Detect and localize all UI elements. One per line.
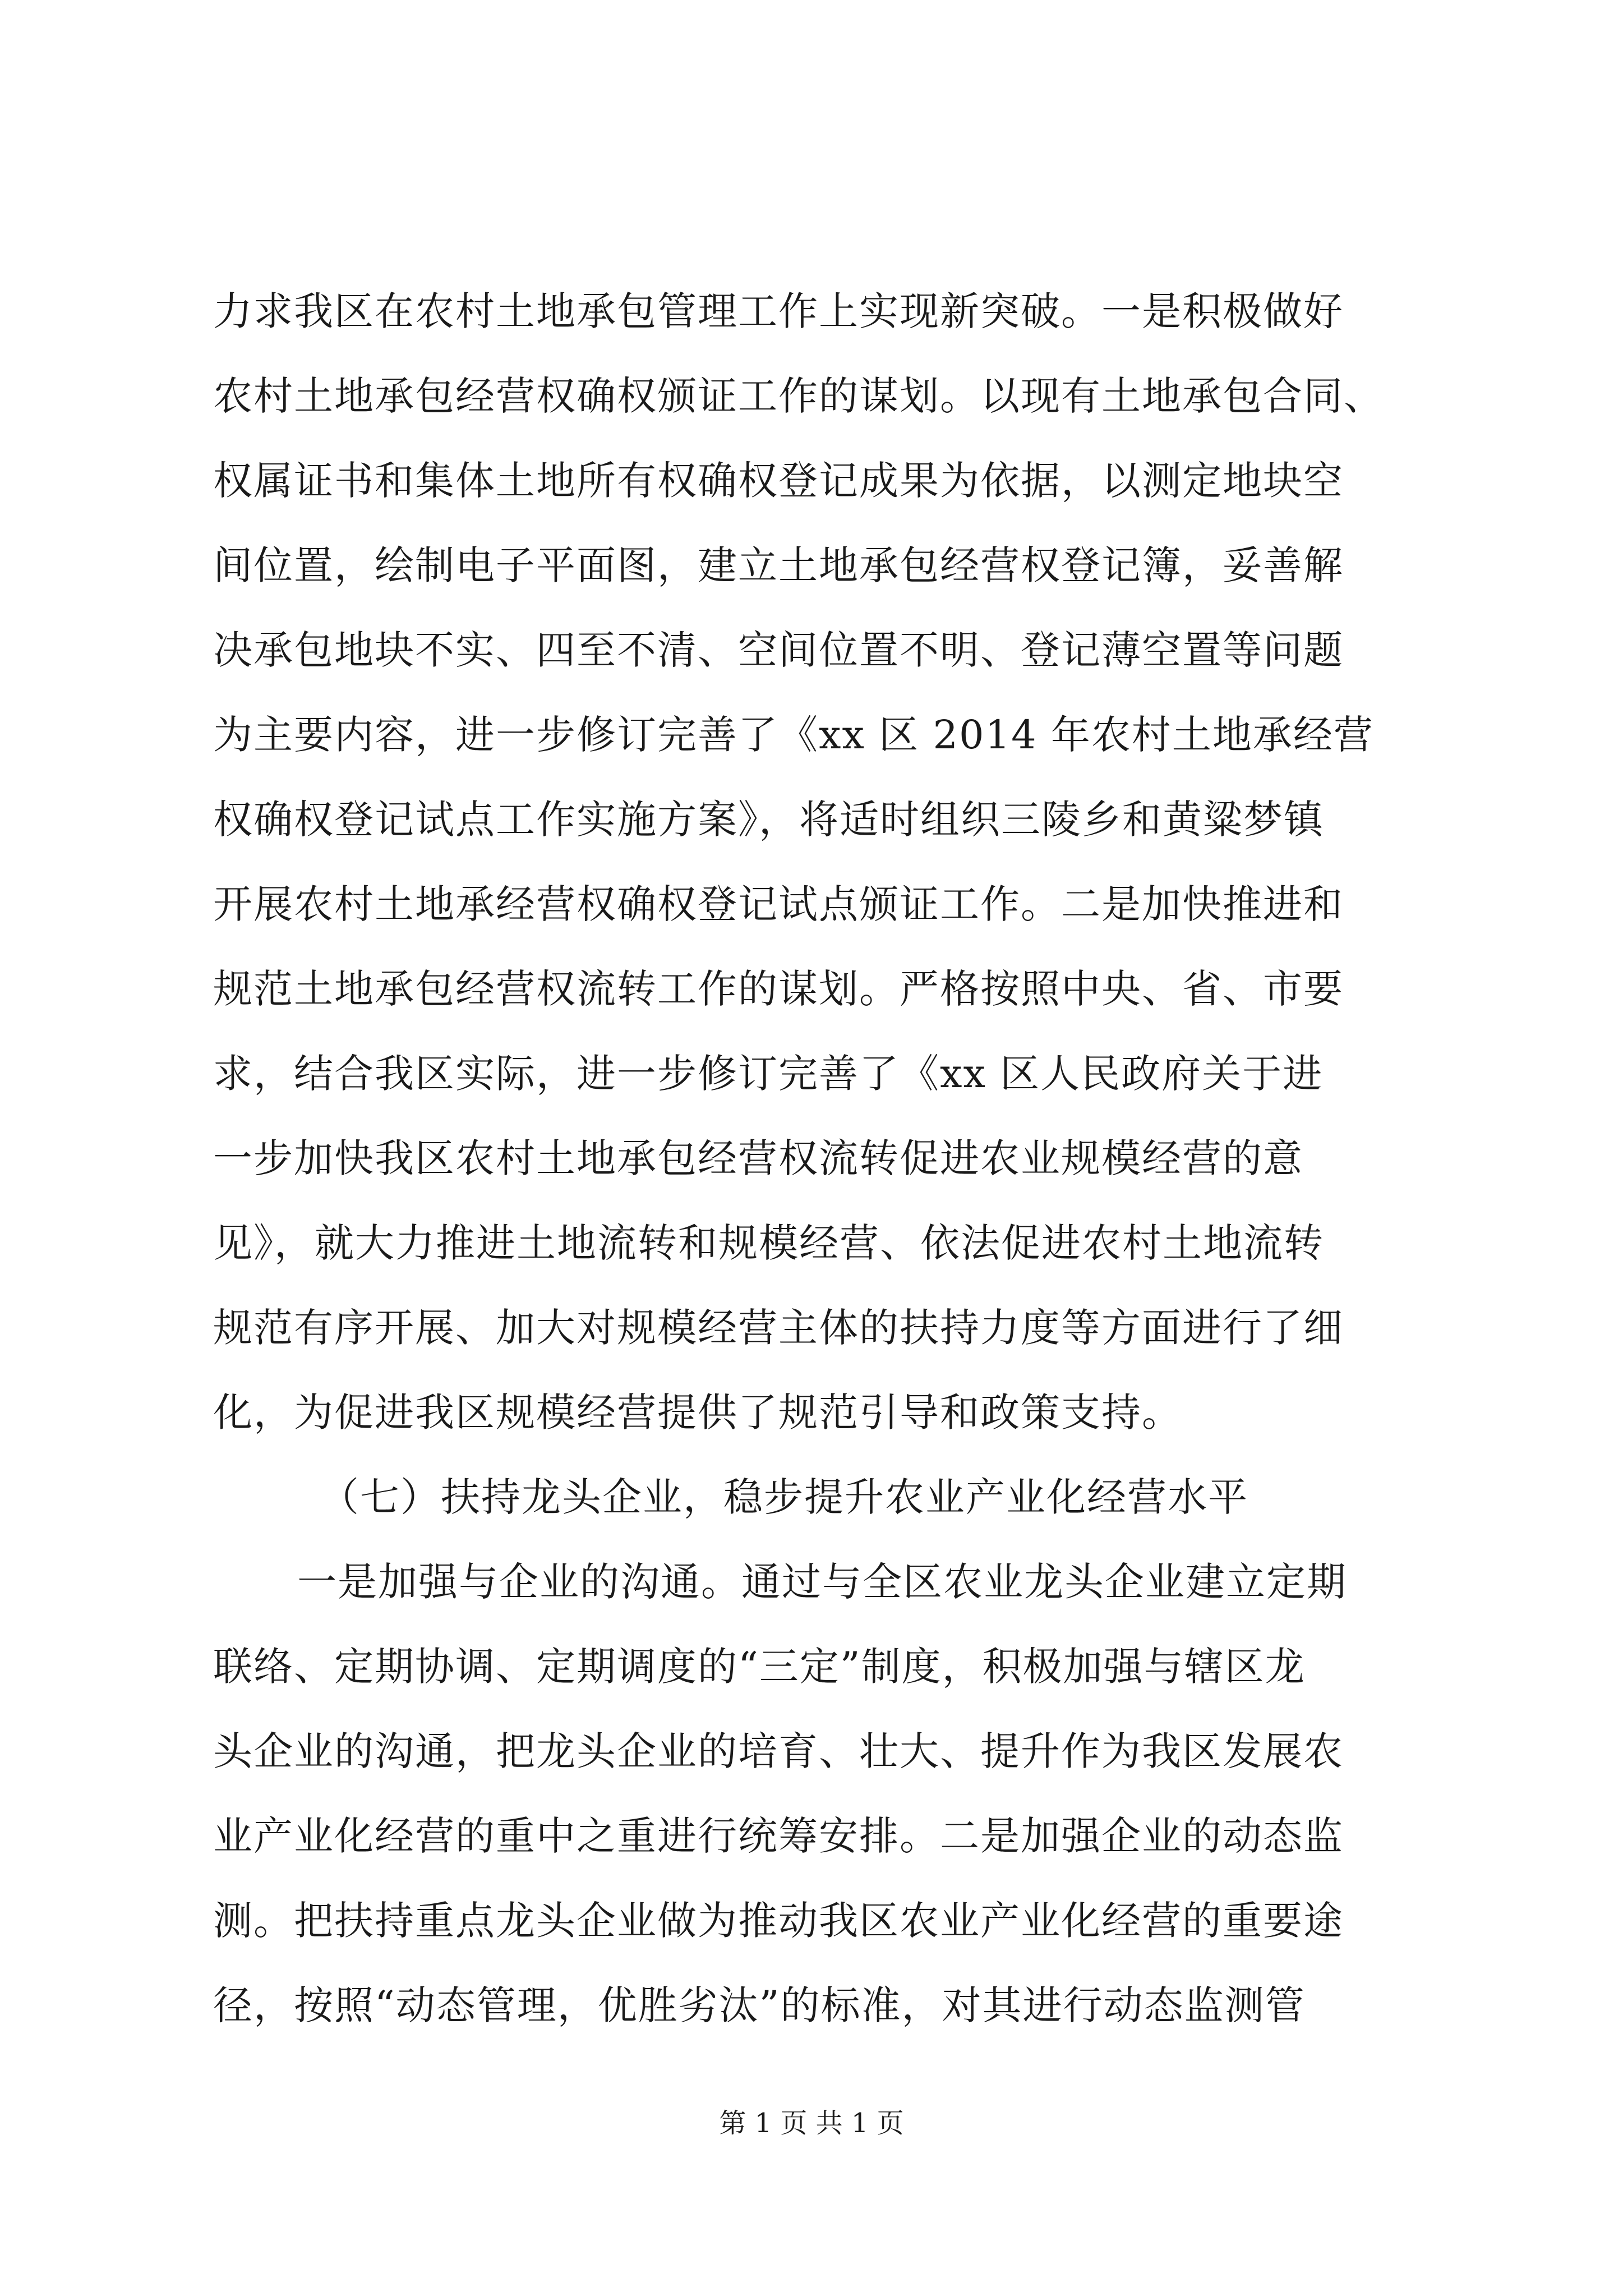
text-line: 一步加快我区农村土地承包经营权流转促进农业规模经营的意	[213, 1135, 1303, 1181]
text-line: 规范土地承包经营权流转工作的谋划。严格按照中央、省、市要	[213, 966, 1344, 1012]
text-line: 业产业化经营的重中之重进行统筹安排。二是加强企业的动态监	[213, 1813, 1344, 1859]
text-line: 间位置，绘制电子平面图，建立土地承包经营权登记簿，妥善解	[213, 542, 1344, 588]
page-footer	[0, 2106, 1623, 2140]
section-heading: （七）扶持龙头企业，稳步提升农业产业化经营水平	[320, 1474, 1248, 1520]
paragraph-1	[213, 269, 1469, 1455]
text-line: 头企业的沟通，把龙头企业的培育、壮大、提升作为我区发展农	[213, 1728, 1344, 1774]
text-line: 权确权登记试点工作实施方案》，将适时组织三陵乡和黄粱梦镇	[213, 797, 1324, 843]
page-number-label: 第 1 页 共 1 页	[719, 2108, 904, 2139]
text-line: 一是加强与企业的沟通。通过与全区农业龙头企业建立定期	[297, 1559, 1347, 1605]
text-line: 化，为促进我区规模经营提供了规范引导和政策支持。	[213, 1389, 1182, 1435]
text-line: 测。把扶持重点龙头企业做为推动我区农业产业化经营的重要途	[213, 1898, 1344, 1944]
text-line: 联络、定期协调、定期调度的“三定”制度，积极加强与辖区龙	[213, 1644, 1306, 1690]
text-line: 径，按照“动态管理，优胜劣汰”的标准，对其进行动态监测管	[213, 1982, 1306, 2028]
text-line: 求，结合我区实际，进一步修订完善了《xx 区人民政府关于进	[213, 1051, 1324, 1097]
text-line: 农村土地承包经营权确权颁证工作的谋划。以现有土地承包合同、	[213, 373, 1384, 419]
text-line: 规范有序开展、加大对规模经营主体的扶持力度等方面进行了细	[213, 1305, 1344, 1351]
text-line: 见》，就大力推进土地流转和规模经营、依法促进农村土地流转	[213, 1220, 1324, 1266]
text-line: 权属证书和集体土地所有权确权登记成果为依据，以测定地块空	[213, 458, 1344, 504]
document-body	[213, 269, 1469, 2048]
text-line: 开展农村土地承经营权确权登记试点颁证工作。二是加快推进和	[213, 881, 1344, 927]
text-line: 力求我区在农村土地承包管理工作上实现新突破。一是积极做好	[213, 288, 1344, 334]
text-line: 为主要内容，进一步修订完善了《xx 区 2014 年农村土地承经营	[213, 712, 1374, 758]
paragraph-2	[213, 1540, 1469, 2048]
text-line: 决承包地块不实、四至不清、空间位置不明、登记薄空置等问题	[213, 627, 1344, 673]
